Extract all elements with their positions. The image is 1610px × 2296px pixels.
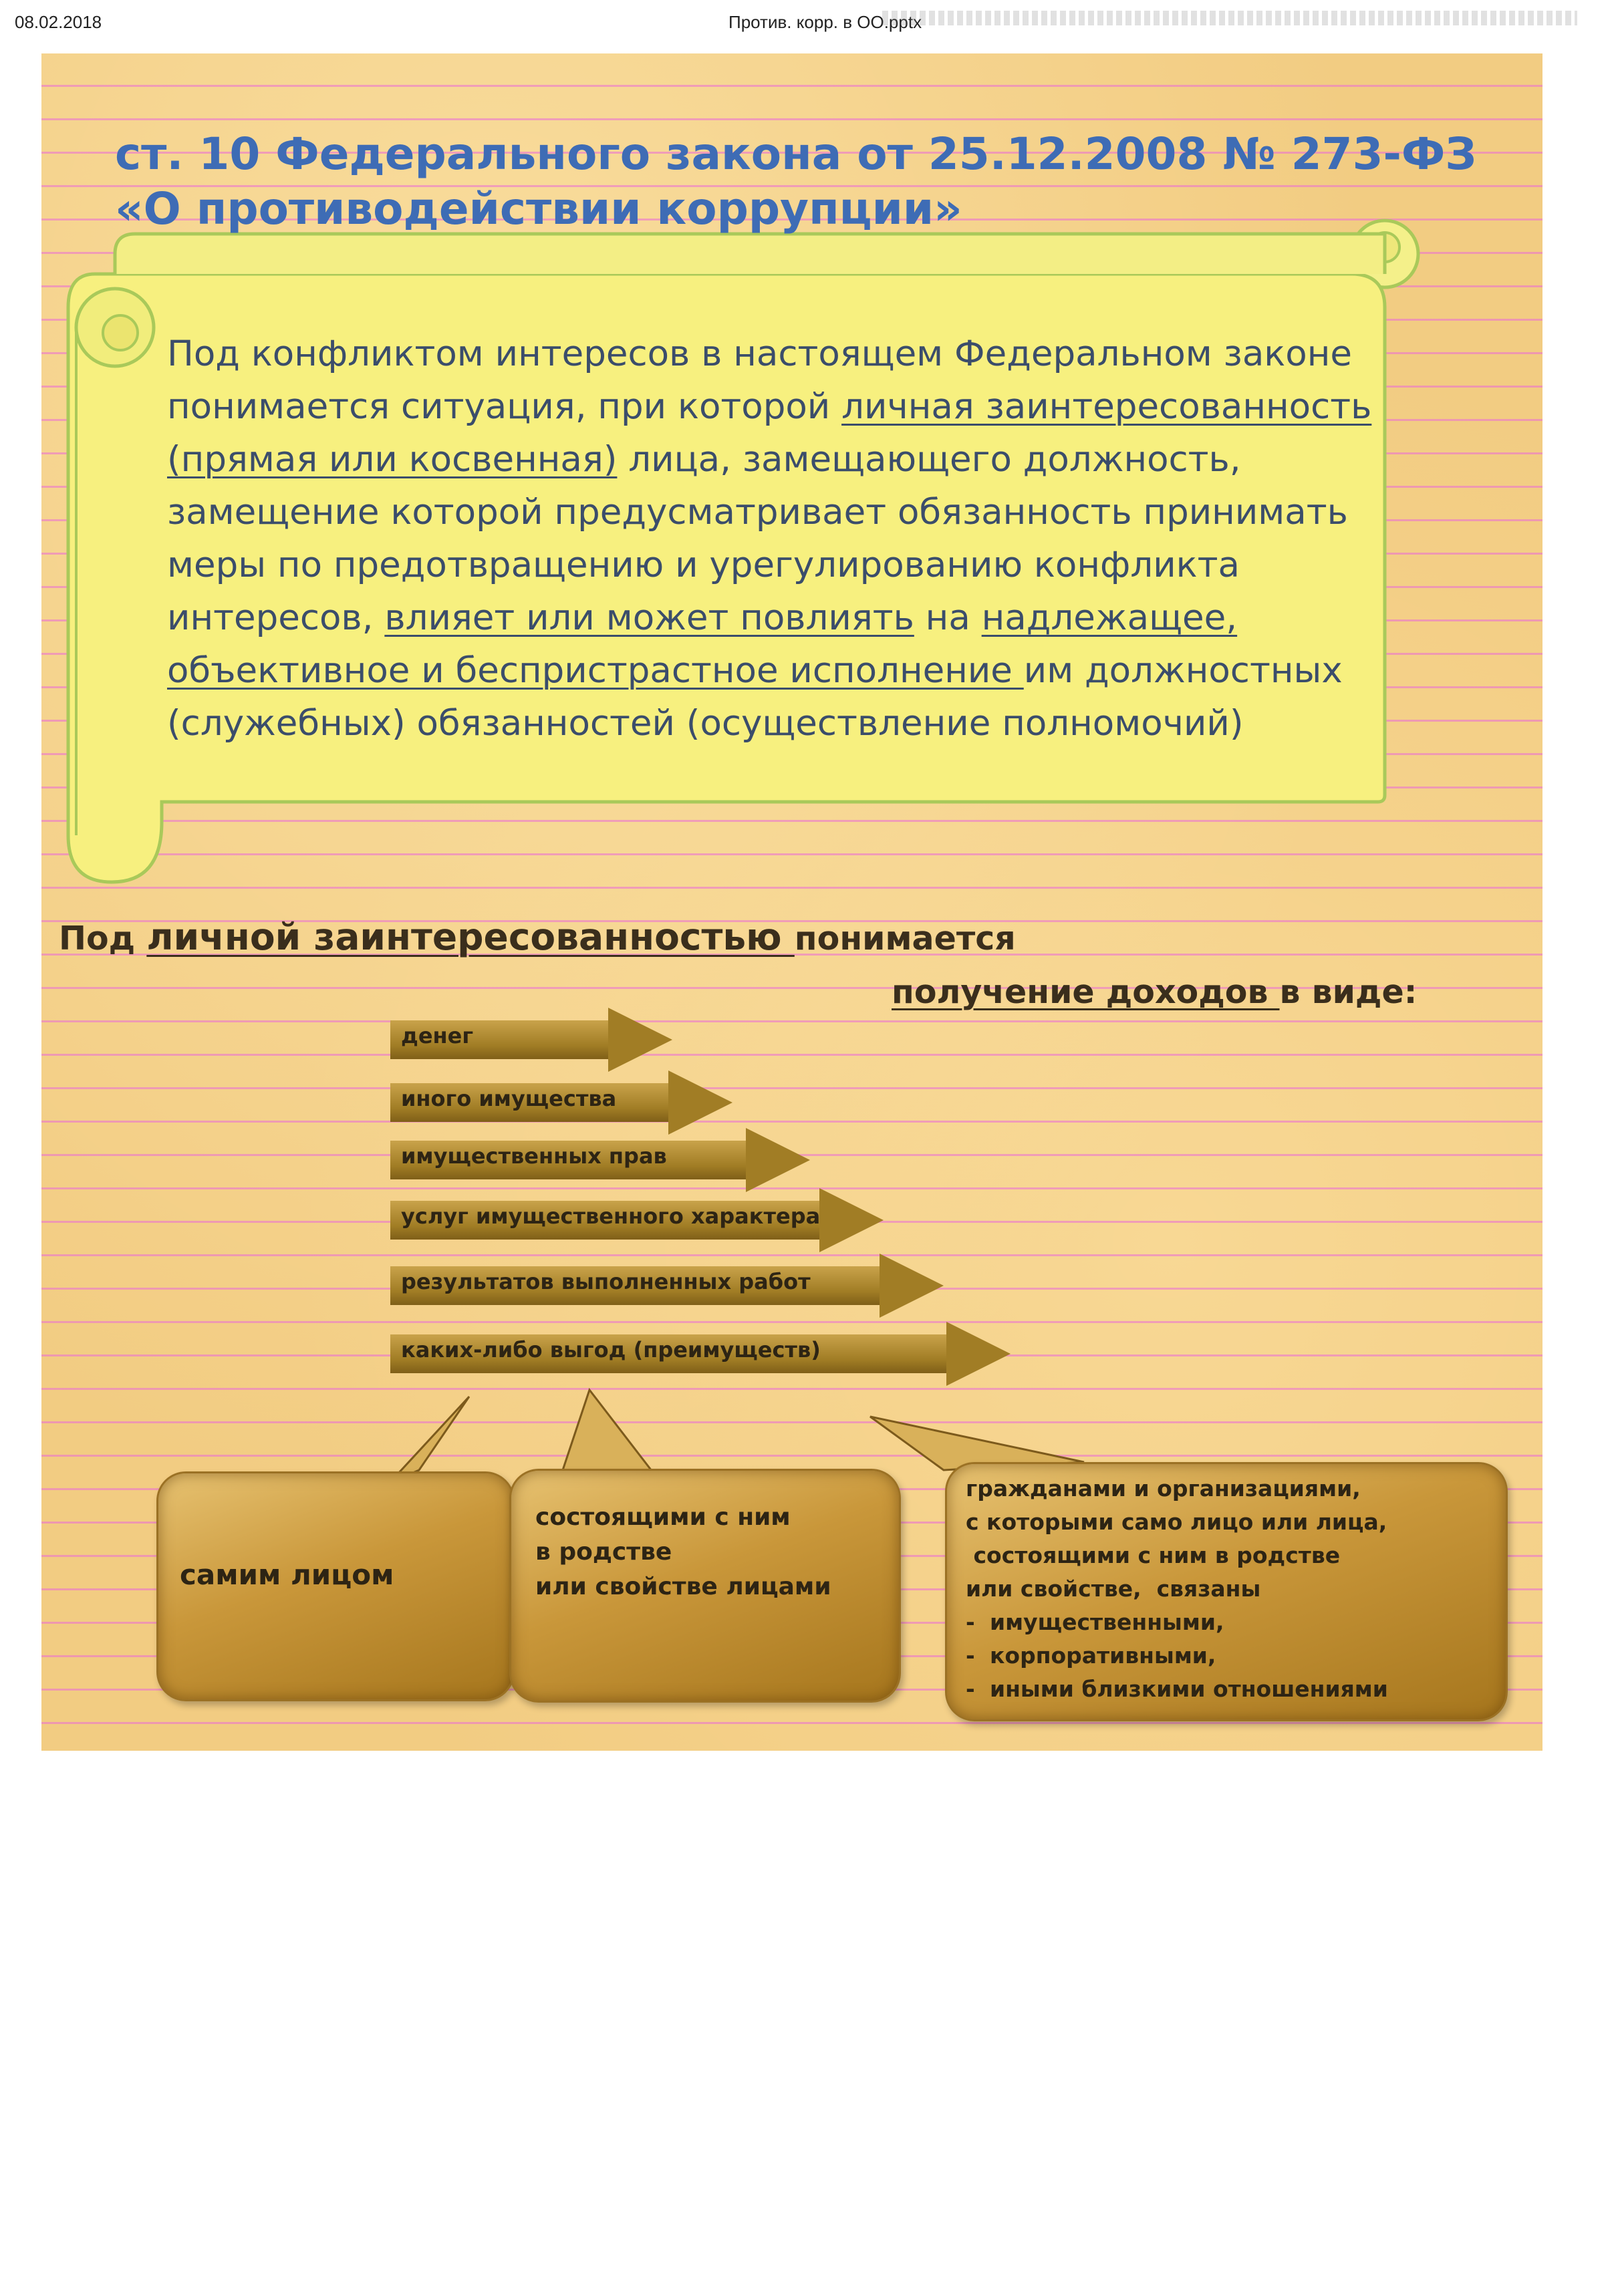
relatives-text: состоящими с ним в родстве или свойстве лицами — [535, 1503, 831, 1600]
proper-performance-underlined: надлежащее, объективное и беспристрастное исполнение — [167, 597, 1238, 691]
personal-interest-heading: Под личной заинтересованностью понимается — [59, 915, 1016, 958]
list-item: - имущественными, — [966, 1606, 1388, 1639]
arrow-property-rights: имущественных прав — [390, 1128, 811, 1192]
print-header-date: 08.02.2018 — [15, 12, 102, 32]
arrow-services: услуг имущественного характера — [390, 1188, 885, 1252]
personal-interest-underlined: личная заинтересованность (прямая или косвенная) — [167, 386, 1372, 480]
arrow-money: денег — [390, 1008, 671, 1072]
box-others — [945, 1462, 1508, 1721]
arrow-work-results: результатов выполненных работ — [390, 1254, 945, 1318]
box-relatives — [509, 1469, 901, 1703]
influence-underlined: влияет или может повлиять — [384, 597, 914, 638]
arrow-other-property: иного имущества — [390, 1070, 732, 1135]
list-item: - корпоративными, — [966, 1639, 1388, 1673]
conflict-definition: Под конфликтом интересов в настоящем Федеральном законе понимается ситуация, при которой личная заинтересованность (прямая или косвенная) лица, замещающего должность, замещение которой предусматривает обязанность принимать меры по предотвращению и урегулированию конфликта интересов, влияет или может повлиять на надлежащее, объективное и беспристрастное исполнение им должностных (служебных) обязанностей (осуществление полномочий) — [167, 333, 1372, 744]
arrow-benefits: каких-либо выгод (преимуществ) — [390, 1322, 1012, 1386]
print-header-filename: Против. корр. в ОО.pptx — [728, 12, 922, 32]
slide-title: ст. 10 Федерального закона от 25.12.2008 № 273-ФЗ «О противодействии коррупции» — [115, 128, 1477, 235]
relations-list — [966, 1606, 1388, 1706]
slide — [41, 53, 1542, 1751]
box-self: самим лицом — [156, 1471, 515, 1701]
income-heading: получение доходов в виде: — [892, 973, 1418, 1011]
list-item: - иными близкими отношениями — [966, 1673, 1388, 1706]
others-text: гражданами и организациями, с которыми само лицо или лица, состоящими с ним в родстве или свойстве, связаны - имущественными, - корпоративными, - иными близкими отношениями — [966, 1472, 1388, 1706]
faint-bleedthrough-text — [882, 11, 1577, 25]
